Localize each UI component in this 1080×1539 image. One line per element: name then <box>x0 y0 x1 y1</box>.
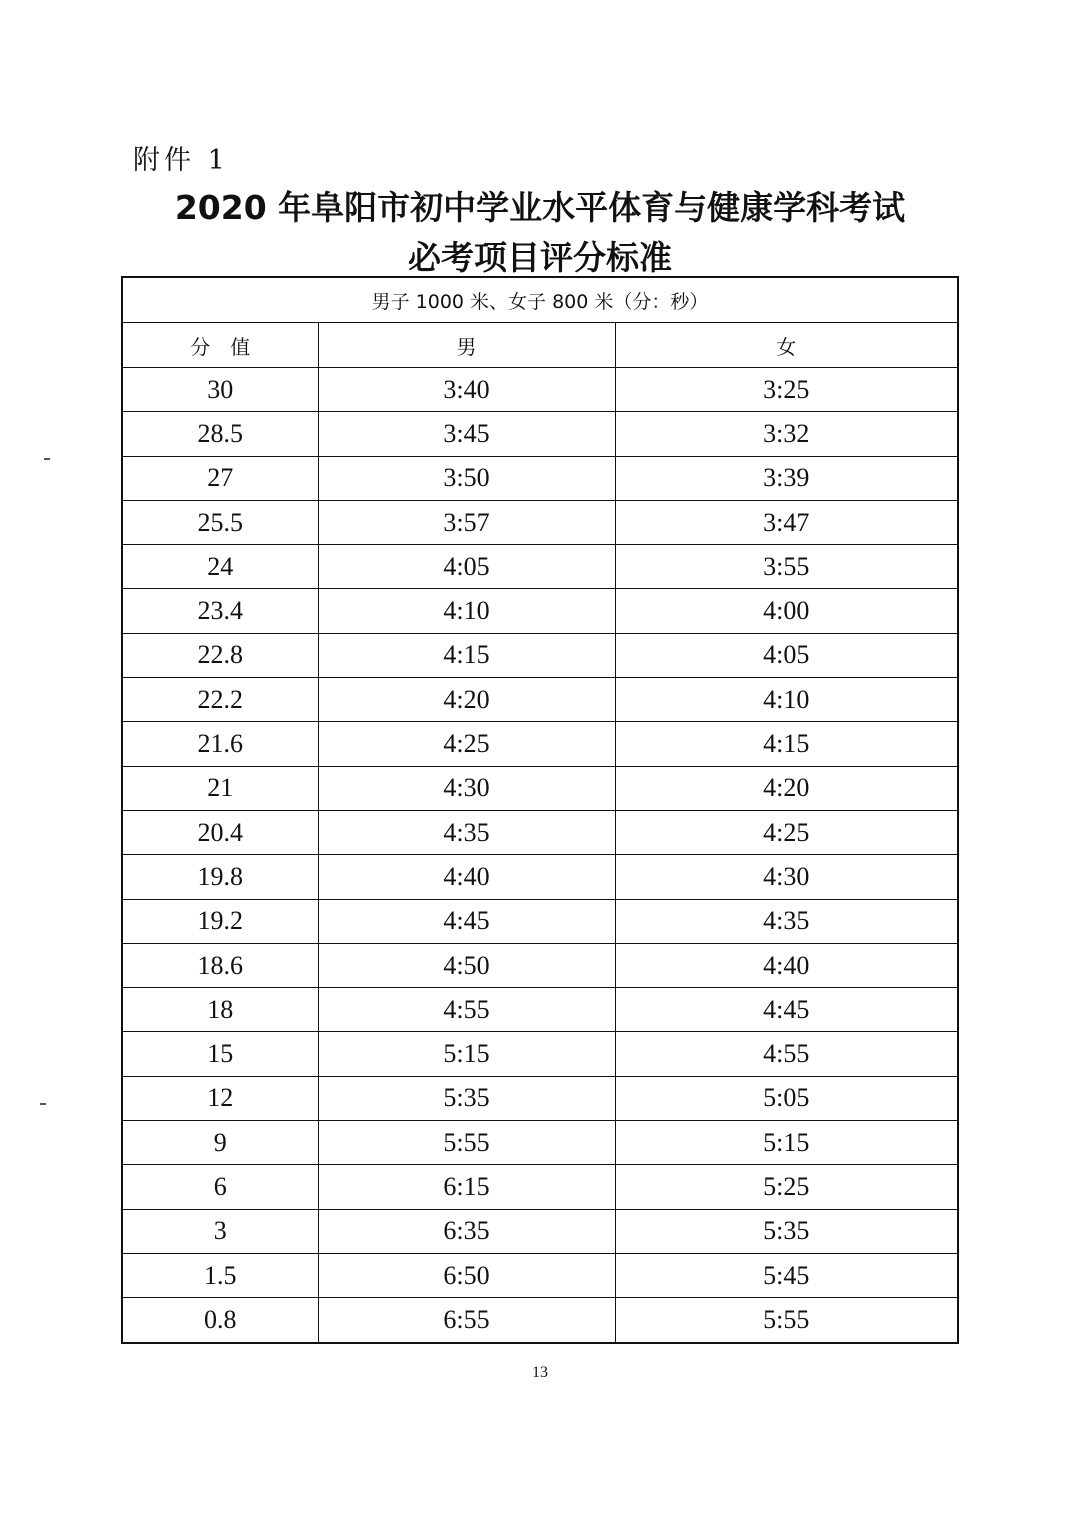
female-time-cell: 4:05 <box>615 633 958 677</box>
male-time-cell: 3:57 <box>318 500 615 544</box>
score-cell: 22.2 <box>122 678 318 722</box>
table-row <box>122 899 958 943</box>
male-time-cell: 3:45 <box>318 412 615 456</box>
document-title: 2020 年阜阳市初中学业水平体育与健康学科考试 <box>174 188 906 227</box>
score-cell: 15 <box>122 1032 318 1076</box>
table-row <box>122 678 958 722</box>
female-time-cell: 4:30 <box>615 855 958 899</box>
document-subtitle: 必考项目评分标准 <box>408 238 672 277</box>
table-caption: 男子 1000 米、女子 800 米（分：秒） <box>122 277 958 323</box>
male-time-cell: 6:15 <box>318 1165 615 1209</box>
score-cell: 19.8 <box>122 855 318 899</box>
male-time-cell: 4:05 <box>318 545 615 589</box>
male-time-cell: 6:50 <box>318 1253 615 1297</box>
scan-artifact-mark <box>44 458 50 460</box>
score-cell: 0.8 <box>122 1298 318 1343</box>
female-time-cell: 4:40 <box>615 943 958 987</box>
score-cell: 12 <box>122 1076 318 1120</box>
table-row <box>122 500 958 544</box>
female-time-cell: 4:15 <box>615 722 958 766</box>
male-time-cell: 4:15 <box>318 633 615 677</box>
female-time-cell: 5:55 <box>615 1298 958 1343</box>
male-time-cell: 4:20 <box>318 678 615 722</box>
score-cell: 19.2 <box>122 899 318 943</box>
score-cell: 1.5 <box>122 1253 318 1297</box>
male-time-cell: 5:35 <box>318 1076 615 1120</box>
table-row <box>122 1165 958 1209</box>
male-time-cell: 4:40 <box>318 855 615 899</box>
table-row <box>122 722 958 766</box>
score-cell: 27 <box>122 456 318 500</box>
female-time-cell: 4:00 <box>615 589 958 633</box>
male-time-cell: 4:35 <box>318 810 615 854</box>
table-row <box>122 1076 958 1120</box>
table-row <box>122 633 958 677</box>
table-row <box>122 589 958 633</box>
table-header-row <box>122 323 958 368</box>
table-row <box>122 1298 958 1343</box>
score-cell: 25.5 <box>122 500 318 544</box>
female-time-cell: 3:25 <box>615 368 958 412</box>
score-cell: 24 <box>122 545 318 589</box>
male-time-cell: 4:25 <box>318 722 615 766</box>
score-cell: 23.4 <box>122 589 318 633</box>
scoring-table <box>121 276 959 1344</box>
female-time-cell: 5:05 <box>615 1076 958 1120</box>
female-time-cell: 5:35 <box>615 1209 958 1253</box>
male-time-cell: 4:10 <box>318 589 615 633</box>
female-time-cell: 5:25 <box>615 1165 958 1209</box>
female-time-cell: 4:20 <box>615 766 958 810</box>
table-row <box>122 545 958 589</box>
table-row <box>122 1253 958 1297</box>
scan-artifact-mark <box>40 1103 46 1105</box>
female-time-cell: 5:15 <box>615 1121 958 1165</box>
male-time-cell: 3:50 <box>318 456 615 500</box>
table-row <box>122 456 958 500</box>
male-time-cell: 4:45 <box>318 899 615 943</box>
male-time-cell: 6:55 <box>318 1298 615 1343</box>
male-time-cell: 4:30 <box>318 766 615 810</box>
score-cell: 22.8 <box>122 633 318 677</box>
female-time-cell: 4:10 <box>615 678 958 722</box>
male-time-cell: 5:15 <box>318 1032 615 1076</box>
male-time-cell: 5:55 <box>318 1121 615 1165</box>
score-cell: 18.6 <box>122 943 318 987</box>
female-time-cell: 5:45 <box>615 1253 958 1297</box>
score-cell: 28.5 <box>122 412 318 456</box>
score-cell: 20.4 <box>122 810 318 854</box>
female-time-cell: 4:35 <box>615 899 958 943</box>
score-cell: 9 <box>122 1121 318 1165</box>
score-cell: 21.6 <box>122 722 318 766</box>
column-header-male: 男 <box>318 323 615 368</box>
male-time-cell: 4:50 <box>318 943 615 987</box>
score-cell: 18 <box>122 988 318 1032</box>
table-row <box>122 766 958 810</box>
table-row <box>122 368 958 412</box>
male-time-cell: 6:35 <box>318 1209 615 1253</box>
female-time-cell: 3:55 <box>615 545 958 589</box>
score-cell: 6 <box>122 1165 318 1209</box>
female-time-cell: 3:47 <box>615 500 958 544</box>
score-cell: 21 <box>122 766 318 810</box>
female-time-cell: 4:25 <box>615 810 958 854</box>
table-row <box>122 855 958 899</box>
female-time-cell: 3:39 <box>615 456 958 500</box>
table-caption-row <box>122 277 958 323</box>
score-cell: 30 <box>122 368 318 412</box>
table-row <box>122 1032 958 1076</box>
score-cell: 3 <box>122 1209 318 1253</box>
female-time-cell: 4:45 <box>615 988 958 1032</box>
table-row <box>122 943 958 987</box>
female-time-cell: 3:32 <box>615 412 958 456</box>
table-body <box>122 368 958 1343</box>
attachment-label: 附件 1 <box>133 145 229 176</box>
table-row <box>122 1121 958 1165</box>
male-time-cell: 3:40 <box>318 368 615 412</box>
column-header-score: 分 值 <box>122 323 318 368</box>
male-time-cell: 4:55 <box>318 988 615 1032</box>
table-row <box>122 810 958 854</box>
page-number: 13 <box>532 1364 548 1381</box>
table-row <box>122 1209 958 1253</box>
table-row <box>122 988 958 1032</box>
female-time-cell: 4:55 <box>615 1032 958 1076</box>
table-row <box>122 412 958 456</box>
column-header-female: 女 <box>615 323 958 368</box>
